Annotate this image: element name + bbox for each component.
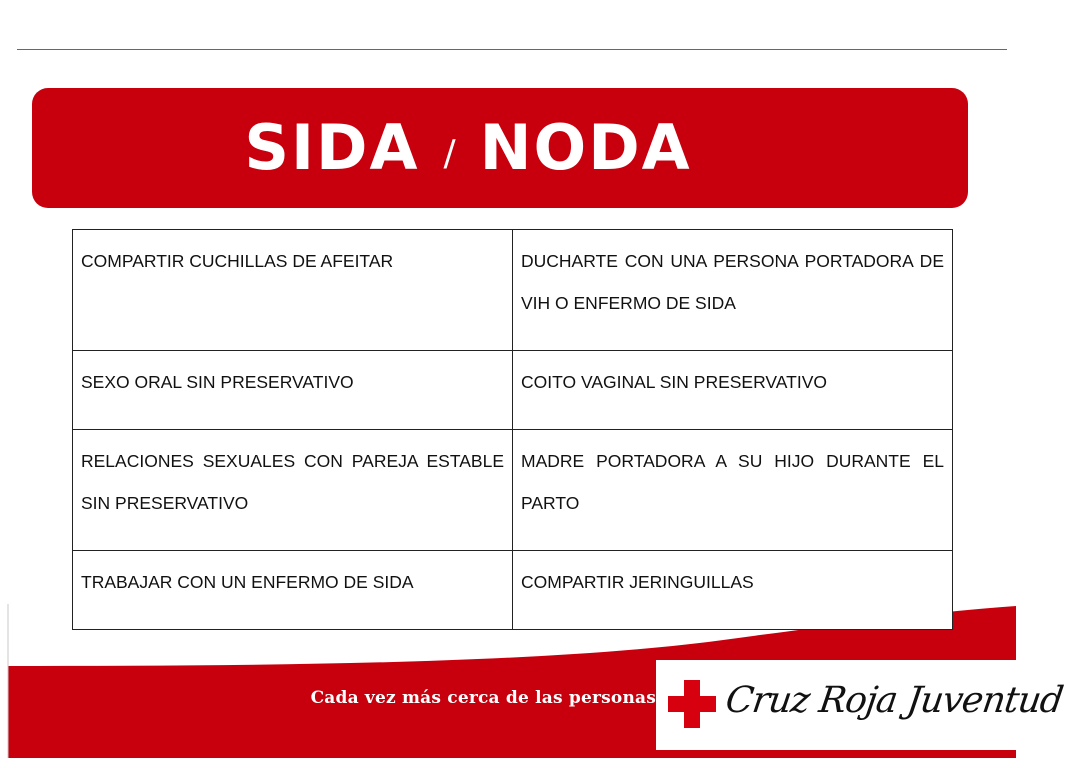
table-cell-left: COMPARTIR CUCHILLAS DE AFEITAR <box>73 230 513 351</box>
title-part-sida: SIDA <box>244 111 420 184</box>
logo-wordmark: Cruz Roja Juventud <box>723 680 1065 721</box>
risk-activities-table <box>72 229 953 630</box>
table-row <box>73 551 953 630</box>
footer-tagline: Cada vez más cerca de las personas <box>310 688 656 708</box>
table-cell-right: COITO VAGINAL SIN PRESERVATIVO <box>513 351 953 430</box>
slide-title <box>244 111 692 184</box>
table-cell-left: SEXO ORAL SIN PRESERVATIVO <box>73 351 513 430</box>
cruz-roja-juventud-logo <box>656 660 1065 750</box>
red-cross-icon <box>668 680 716 728</box>
title-separator: / <box>443 133 458 174</box>
table-cell-left: TRABAJAR CON UN ENFERMO DE SIDA <box>73 551 513 630</box>
table-row <box>73 351 953 430</box>
table-row <box>73 230 953 351</box>
table-cell-left: RELACIONES SEXUALES CON PAREJA ESTABLE SIN PRESERVATIVO <box>73 430 513 551</box>
table-cell-right: DUCHARTE CON UNA PERSONA PORTADORA DE VIH O ENFERMO DE SIDA <box>513 230 953 351</box>
top-divider-line <box>17 49 1007 50</box>
title-banner <box>32 88 968 208</box>
table-cell-right: COMPARTIR JERINGUILLAS <box>513 551 953 630</box>
table-cell-right: MADRE PORTADORA A SU HIJO DURANTE EL PARTO <box>513 430 953 551</box>
title-part-noda: NODA <box>479 111 692 184</box>
table-row <box>73 430 953 551</box>
